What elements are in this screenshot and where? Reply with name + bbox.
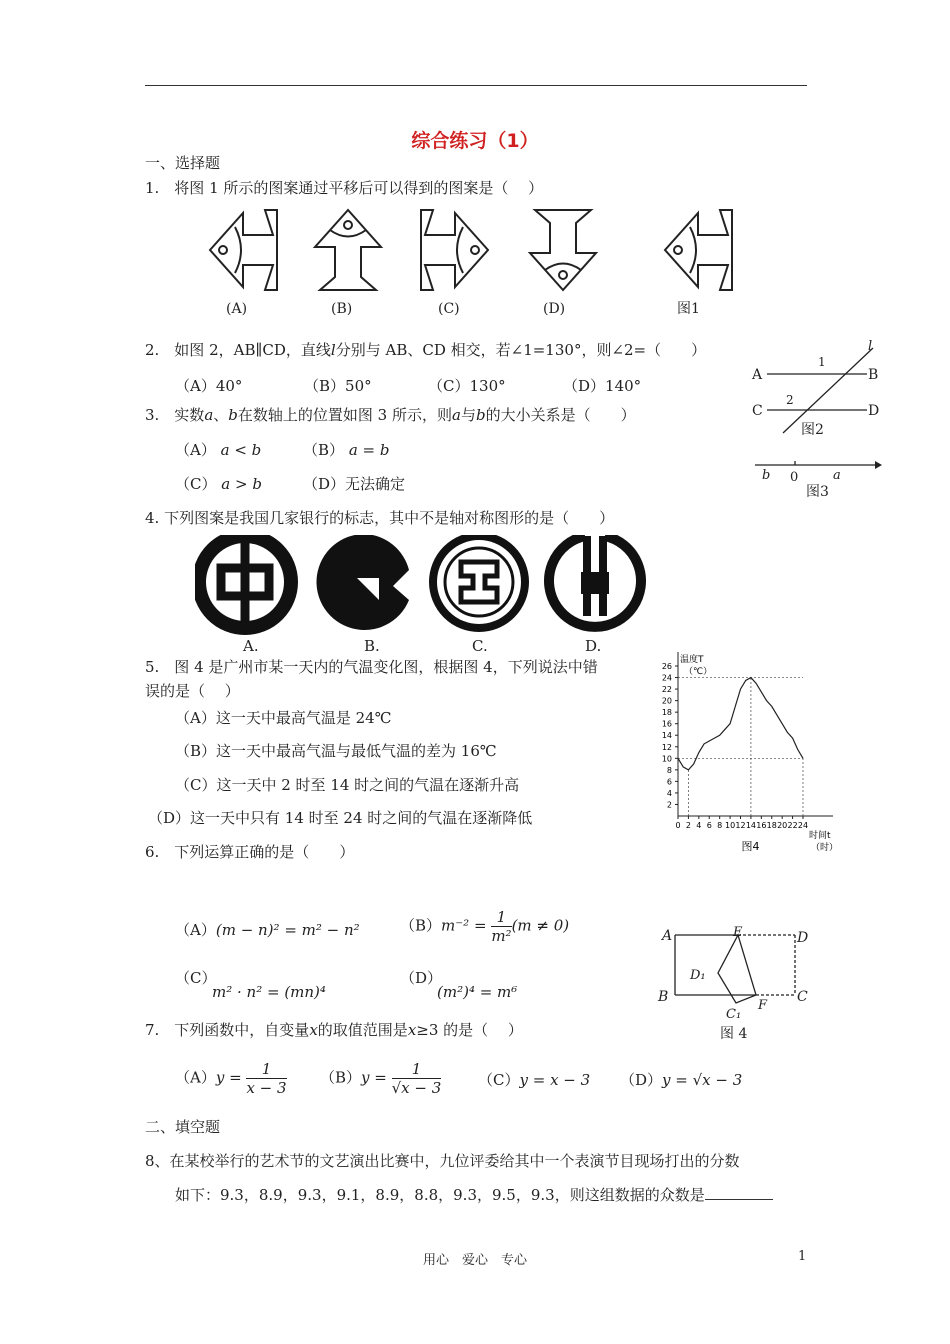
question-1-figures — [195, 205, 735, 320]
x-tick-label: 22 — [787, 821, 798, 830]
figure-1-caption: 图1 — [677, 301, 700, 317]
section-heading-choice: 一、选择题 — [145, 154, 221, 172]
figure-3-label-b: b — [762, 468, 771, 483]
logo-b-label: B. — [364, 637, 380, 655]
figure-b-shape — [315, 210, 381, 290]
question-3-text-with: 与 — [460, 406, 476, 424]
question-8-text-line2 — [175, 1185, 773, 1205]
chart-caption: 图4 — [741, 840, 760, 853]
question-5-option-b: （B）这一天中最高气温与最低气温的差为 16℃ — [175, 742, 497, 760]
q6-fraction-num: 1 — [491, 908, 511, 927]
q7-var-x-2: x — [407, 1021, 417, 1039]
q6-option-a-math: (m − n)² = m² − n² — [215, 921, 360, 939]
figure-4-label-f: F — [758, 998, 768, 1013]
q6-option-a-label: （A） — [175, 921, 216, 939]
question-6-option-b — [400, 908, 569, 945]
figure-2-label-c: C — [752, 403, 763, 419]
x-tick-label: 4 — [696, 821, 702, 830]
x-tick-label: 0 — [675, 821, 681, 830]
figure-2-caption: 图2 — [801, 422, 824, 438]
option-a-math: a < b — [220, 441, 262, 459]
y-tick-label: 26 — [661, 662, 672, 671]
logo-d-label: D. — [585, 637, 602, 655]
x-tick-label: 2 — [685, 821, 691, 830]
figure-4-label-a: A — [662, 928, 673, 944]
question-3-text-end: 的大小关系是（ ） — [485, 406, 636, 424]
var-b-2: b — [475, 406, 486, 424]
figure-4-label-d: D — [797, 930, 809, 946]
figure-a-label: (A) — [226, 301, 248, 317]
logo-c-label: C. — [472, 637, 488, 655]
q8-text-line2-content: 如下：9.3，8.9，9.3，9.1，8.9，8.8，9.3，9.5，9.3，则这组数据的众数是 — [175, 1186, 705, 1204]
page-title: 综合练习（1） — [411, 130, 539, 152]
temperature-series-line — [678, 678, 803, 770]
y-tick-label: 4 — [666, 788, 672, 798]
x-tick-label: 16 — [756, 821, 767, 830]
x-tick-label: 18 — [766, 821, 777, 830]
figure-2-label-d: D — [868, 403, 880, 419]
question-6-text: 6. 下列运算正确的是（ ） — [145, 843, 355, 861]
figure-4-caption: 图 4 — [720, 1026, 748, 1042]
x-tick-label: 6 — [706, 821, 712, 830]
question-5-option-c: （C）这一天中 2 时至 14 时之间的气温在逐渐升高 — [175, 776, 520, 794]
x-tick-label: 24 — [797, 821, 809, 830]
question-1-text: 1. 将图 1 所示的图案通过平移后可以得到的图案是（ ） — [145, 179, 544, 197]
question-3-option-c — [175, 474, 262, 494]
question-2-option-d: （D）140° — [563, 377, 642, 395]
x-axis-label: 时间t — [809, 831, 831, 841]
question-2-line-l: l — [330, 341, 336, 359]
x-tick-label: 20 — [777, 821, 788, 830]
q6-option-b-fraction — [491, 908, 511, 945]
q7-option-b-fraction — [392, 1060, 442, 1097]
logo-a-label: A. — [243, 637, 259, 655]
logo-c — [433, 536, 525, 628]
question-2-option-c: （C）130° — [428, 377, 506, 395]
figure-c-label: (C) — [438, 301, 460, 317]
question-3-option-a — [175, 440, 261, 460]
x-tick-label: 14 — [745, 821, 757, 830]
page-number: 1 — [798, 1249, 807, 1264]
q7-option-b-label: （B） — [320, 1068, 362, 1087]
option-b-label: （B） — [303, 441, 345, 459]
question-5-text-line1: 5. 图 4 是广州市某一天内的气温变化图，根据图 4，下列说法中错 — [145, 658, 598, 676]
option-b-math: a = b — [348, 441, 390, 459]
q7-text-pre: 7. 下列函数中，自变量 — [145, 1021, 310, 1039]
y-axis-label: 温度T — [680, 655, 704, 665]
figure-b-label: (B) — [331, 301, 353, 317]
q7-b-num: 1 — [392, 1060, 442, 1079]
question-5-option-a: （A）这一天中最高气温是 24℃ — [175, 709, 392, 727]
figure-a-shape — [210, 210, 277, 290]
x-axis-unit: （时） — [811, 843, 839, 853]
q7-a-num: 1 — [246, 1060, 286, 1079]
var-a-2: a — [451, 406, 461, 424]
y-tick-label: 14 — [661, 731, 672, 741]
q6-fraction-den: m² — [491, 927, 512, 945]
question-5-option-d: （D）这一天中只有 14 时至 24 时之间的气温在逐渐降低 — [148, 809, 533, 827]
q7-a-den: x − 3 — [246, 1079, 287, 1097]
answer-blank[interactable] — [705, 1185, 773, 1200]
q7-option-a-fraction — [246, 1060, 286, 1097]
q6-option-b-rhs: (m ≠ 0) — [511, 916, 570, 935]
y-tick-label: 2 — [666, 800, 672, 810]
var-b: b — [228, 406, 238, 424]
section-heading-fill: 二、填空题 — [145, 1118, 221, 1136]
q7-option-d-math: y = √x − 3 — [662, 1071, 743, 1089]
question-6-option-a — [175, 920, 360, 940]
figure-2-label-a: A — [752, 367, 763, 383]
question-2-option-b: （B）50° — [304, 377, 372, 395]
figure-4-label-c: C — [797, 989, 808, 1005]
question-3-option-d: （D）无法确定 — [303, 475, 406, 493]
question-2-text-part2: 分别与 AB、CD 相交，若∠1=130°，则∠2=（ ） — [335, 341, 707, 359]
question-6-option-c-label: （C） — [175, 969, 217, 987]
question-3-text-pre: 3. 实数 — [145, 406, 205, 424]
q7-option-b-lhs: y = — [361, 1068, 387, 1087]
question-2-text-part1: 2. 如图 2，AB∥CD，直线 — [145, 341, 331, 359]
question-3-text — [145, 405, 636, 425]
x-tick-label: 12 — [735, 821, 746, 830]
q6-option-b-lhs: m⁻² = — [441, 916, 487, 935]
question-7-option-d — [620, 1070, 742, 1090]
y-tick-label: 10 — [661, 754, 672, 764]
figure-c-shape — [421, 210, 488, 290]
figure-2-label-angle1: 1 — [818, 355, 826, 369]
header-rule — [145, 85, 807, 86]
question-5-text-line2: 误的是（ ） — [145, 682, 240, 700]
q6-option-b-label: （B） — [400, 916, 442, 935]
x-tick-label: 8 — [717, 821, 723, 830]
y-tick-label: 16 — [661, 719, 672, 729]
temperature-chart — [638, 648, 850, 858]
figure-4-label-d1: D₁ — [690, 968, 706, 983]
figure-1-shape — [665, 210, 732, 290]
figure-d-label: (D) — [543, 301, 566, 317]
question-2-text — [145, 340, 706, 360]
q7-option-c-label: （C） — [478, 1071, 520, 1089]
question-7-option-a — [175, 1060, 287, 1097]
var-a: a — [204, 406, 214, 424]
figure-d-shape — [530, 210, 596, 290]
option-a-label: （A） — [175, 441, 216, 459]
y-tick-label: 8 — [666, 765, 672, 775]
y-tick-label: 22 — [661, 685, 672, 695]
q7-text-end: ≥3 的是（ ） — [416, 1021, 523, 1039]
q7-var-x: x — [309, 1021, 318, 1039]
question-6-option-c-math: m² · n² = (mn)⁴ — [212, 983, 326, 1001]
question-6-option-d-label: （D） — [400, 969, 443, 987]
logo-b — [317, 535, 409, 630]
figure-3-label-a: a — [833, 468, 841, 483]
question-2-option-a: （A）40° — [175, 377, 243, 395]
question-4-bank-logos — [195, 535, 685, 635]
option-c-math: a > b — [221, 475, 262, 493]
question-7-option-c — [478, 1070, 590, 1090]
question-7-option-b — [320, 1060, 441, 1097]
y-tick-label: 18 — [661, 708, 672, 718]
q7-b-den: √x − 3 — [391, 1079, 442, 1097]
question-3-option-b — [303, 440, 389, 460]
figure-4-label-e: E — [733, 925, 743, 940]
logo-a — [199, 536, 291, 628]
question-3-text-mid: 在数轴上的位置如图 3 所示，则 — [237, 406, 452, 424]
q7-text-mid: 的取值范围是 — [317, 1021, 408, 1039]
page-footer: 用心 爱心 专心 — [422, 1253, 527, 1268]
q7-option-a-lhs: y = — [215, 1068, 242, 1087]
y-tick-label: 20 — [661, 696, 672, 706]
figure-4-label-b: B — [658, 989, 669, 1005]
question-4-text: 4. 下列图案是我国几家银行的标志，其中不是轴对称图形的是（ ） — [145, 509, 615, 527]
figure-3-caption: 图3 — [806, 484, 829, 500]
q7-option-d-label: （D） — [620, 1071, 663, 1089]
question-3-sep: 、 — [213, 406, 229, 424]
y-tick-label: 24 — [661, 673, 672, 683]
figure-3-label-zero: 0 — [790, 470, 799, 485]
question-8-text-line1: 8、在某校举行的艺术节的文艺演出比赛中，九位评委给其中一个表演节目现场打出的分数 — [145, 1152, 740, 1170]
y-axis-unit: （℃） — [684, 667, 713, 677]
y-tick-label: 6 — [666, 777, 672, 787]
question-6-option-d-math: (m²)⁴ = m⁶ — [437, 983, 518, 1001]
q7-option-a-label: （A） — [175, 1068, 216, 1087]
logo-d — [549, 536, 641, 627]
q7-option-c-math: y = x − 3 — [519, 1071, 591, 1089]
x-tick-label: 10 — [724, 821, 736, 830]
figure-2-label-l: l — [868, 339, 873, 354]
option-c-label: （C） — [175, 475, 217, 493]
figure-2-label-angle2: 2 — [786, 393, 794, 407]
figure-2-label-b: B — [868, 367, 879, 383]
figure-4-label-c1: C₁ — [726, 1007, 742, 1022]
y-tick-label: 12 — [661, 742, 672, 752]
question-7-text — [145, 1020, 523, 1040]
